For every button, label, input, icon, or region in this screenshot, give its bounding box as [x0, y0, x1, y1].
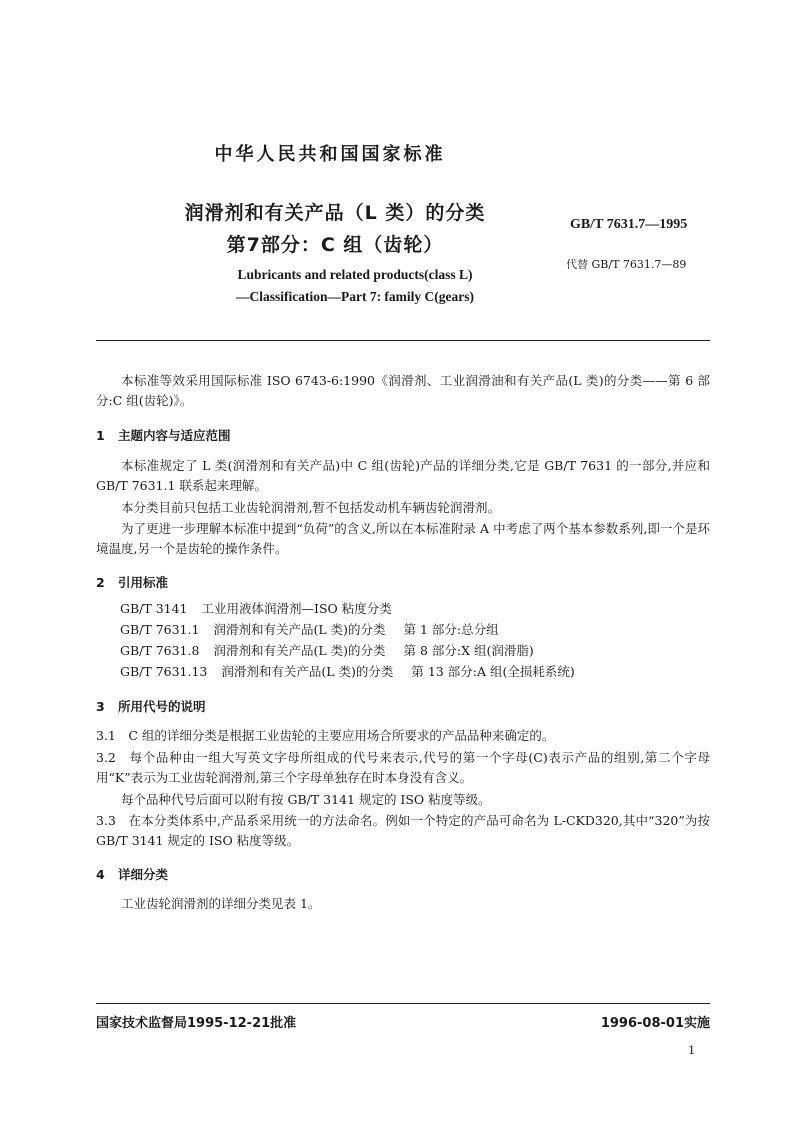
clause-3-2: 3.2 每个品种由一组大写英文字母所组成的代号来表示,代号的第一个字母(C)表示产品的组别,第二个字母用“K”表示为工业齿轮润滑剂,第三个字母单独存在时本身没有含义。 — [96, 750, 710, 785]
page-number: 1 — [688, 1043, 696, 1057]
national-standard-heading: 中华人民共和国国家标准 — [214, 144, 446, 165]
section-1-heading — [96, 426, 231, 444]
clause-3-3: 3.3 在本分类体系中,产品系采用统一的方法命名。例如一个特定的产品可命名为 L-CKD320,其中“320”为按 GB/T 3141 规定的 ISO 粘度等级。 — [96, 813, 710, 848]
section-number: 4 — [96, 867, 105, 882]
reference-list — [120, 598, 575, 682]
reference-code: GB/T 3141 — [120, 601, 188, 616]
title-cn-line2: 第7部分：C 组（齿轮） — [226, 234, 444, 256]
section-title: 所用代号的说明 — [118, 699, 206, 714]
intro-paragraph: 本标准等效采用国际标准 ISO 6743-6:1990《润滑剂、工业润滑油和有关产品(L 类)的分类——第 6 部分:C 组(齿轮)》。 — [96, 373, 710, 408]
footer-divider — [96, 1003, 710, 1004]
implementation-date: 1996-08-01实施 — [600, 1016, 710, 1031]
reference-part: 第 1 部分:总分组 — [403, 622, 499, 637]
reference-part: 第 8 部分:X 组(润滑脂) — [403, 643, 534, 658]
section-1-paragraph-3: 为了更进一步理解本标准中提到“负荷”的含义,所以在本标准附录 A 中考虑了两个基本参数系列,即一个是环境温度,另一个是齿轮的操作条件。 — [96, 521, 710, 556]
reference-code: GB/T 7631.13 — [120, 664, 208, 679]
reference-title: 润滑剂和有关产品(L 类)的分类 — [213, 622, 386, 637]
reference-title: 润滑剂和有关产品(L 类)的分类 — [221, 664, 394, 679]
section-title: 详细分类 — [118, 867, 169, 882]
title-en-line2: —Classification—Part 7: family C(gears) — [235, 289, 475, 304]
section-title: 引用标准 — [118, 575, 169, 590]
section-1-paragraph-2: 本分类目前只包括工业齿轮润滑剂,暂不包括发动机车辆齿轮润滑剂。 — [121, 500, 500, 515]
approval-date: 国家技术监督局1995-12-21批准 — [96, 1016, 297, 1031]
reference-code: GB/T 7631.1 — [120, 622, 200, 637]
replaces-note: 代替 GB/T 7631.7—89 — [566, 258, 687, 271]
clause-3-1: 3.1 C 组的详细分类是根据工业齿轮的主要应用场合所要求的产品品种来确定的。 — [96, 728, 555, 743]
section-2-heading — [96, 573, 168, 591]
reference-item — [120, 619, 575, 640]
clause-3-2-note: 每个品种代号后面可以附有按 GB/T 3141 规定的 ISO 粘度等级。 — [121, 792, 491, 807]
section-4-heading — [96, 865, 168, 883]
reference-code: GB/T 7631.8 — [120, 643, 200, 658]
section-number: 2 — [96, 575, 105, 590]
title-cn-line1: 润滑剂和有关产品（L 类）的分类 — [184, 202, 486, 224]
section-4-paragraph: 工业齿轮润滑剂的详细分类见表 1。 — [121, 896, 321, 911]
section-3-heading — [96, 697, 206, 715]
standard-number: GB/T 7631.7—1995 — [570, 217, 688, 232]
section-number: 3 — [96, 699, 105, 714]
title-en-line1: Lubricants and related products(class L) — [237, 267, 473, 282]
reference-item — [120, 640, 575, 661]
reference-item — [120, 661, 575, 682]
reference-part: 第 13 部分:A 组(全损耗系统) — [411, 664, 575, 679]
reference-title: 工业用液体润滑剂—ISO 粘度分类 — [201, 601, 392, 616]
reference-item — [120, 598, 575, 619]
header-divider — [96, 340, 710, 341]
section-number: 1 — [96, 428, 105, 443]
reference-title: 润滑剂和有关产品(L 类)的分类 — [213, 643, 386, 658]
section-title: 主题内容与适应范围 — [118, 428, 231, 443]
section-1-paragraph-1: 本标准规定了 L 类(润滑剂和有关产品)中 C 组(齿轮)产品的详细分类,它是 GB/T 7631 的一部分,并应和 GB/T 7631.1 联系起来理解。 — [96, 458, 710, 493]
